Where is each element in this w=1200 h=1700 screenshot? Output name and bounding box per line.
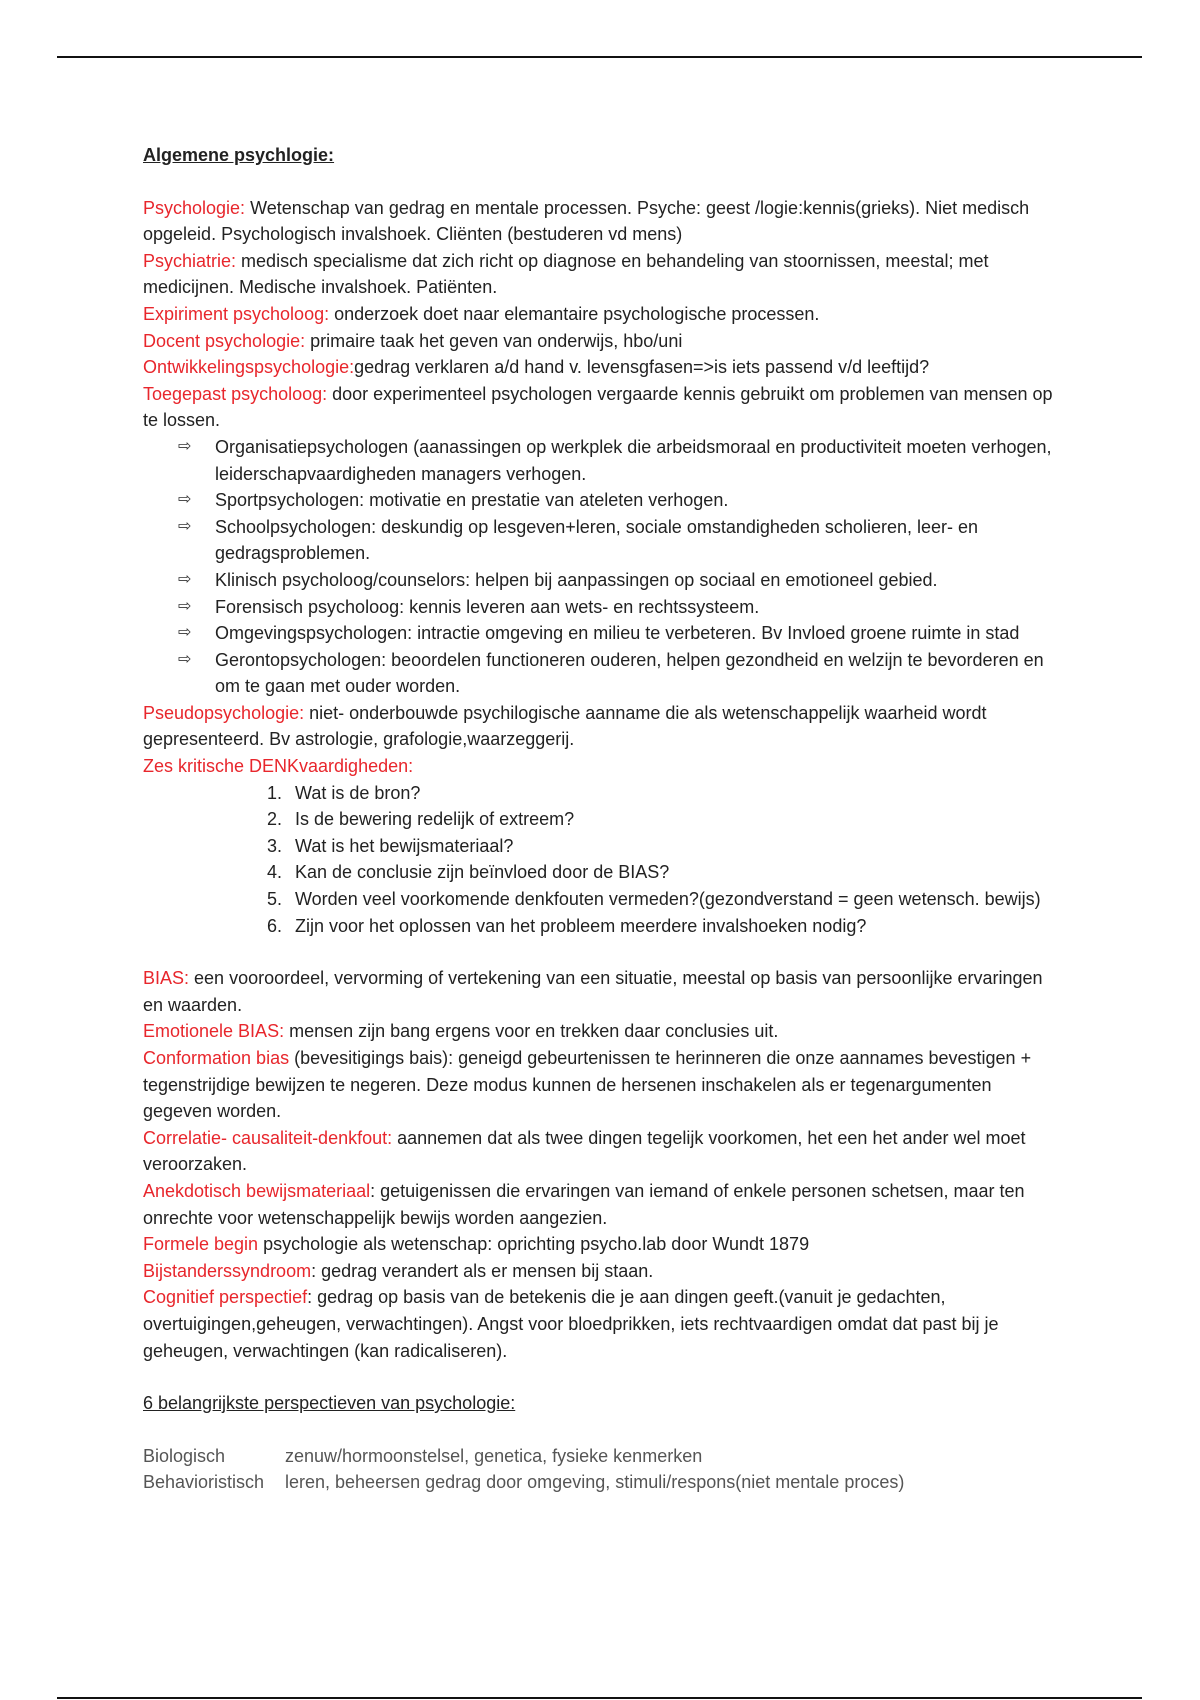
definition-term: Anekdotisch bewijsmateriaal (143, 1180, 371, 1201)
top-rule (57, 56, 1142, 58)
definition-text: door experimenteel psychologen vergaarde kennis gebruikt om problemen van mensen op te lossen. (143, 383, 1053, 431)
definition-text: een vooroordeel, vervorming of vertekening van een situatie, meestal op basis van persoonlijke ervaringen en waarden. (143, 968, 1043, 1015)
definition (143, 195, 1058, 248)
list-item (178, 647, 1058, 700)
arrow-icon: ⇨ (178, 517, 192, 535)
page-title: Algemene psychlogie: (143, 145, 335, 165)
definitions-block-1 (143, 195, 1058, 434)
definition-term: BIAS: (143, 968, 190, 989)
definition (143, 1125, 1058, 1178)
list-item (178, 434, 1058, 487)
perspectives-list (143, 1443, 1058, 1496)
list-item-text: Organisatiepsychologen (aanassingen op werkplek die arbeidsmoraal en productiviteit moeten verhogen, leiderschapvaardigheden managers verhogen. (215, 436, 1052, 484)
definition-text: mensen zijn bang ergens voor en trekken daar conclusies uit. (284, 1021, 779, 1042)
definition-term: Ontwikkelingspsychologie: (143, 357, 355, 378)
list-item-text: Klinisch psycholoog/counselors: helpen bij aanpassingen op sociaal en emotioneel gebied. (215, 569, 938, 590)
definition (143, 1284, 1058, 1364)
definition-text: (bevesitigings bais): geneigd gebeurtenissen te herinneren die onze aannames bevestigen + tegenstrijdige bewijzen te negeren. Deze modus kunnen de hersenen inschakelen als er tegenargumenten gegeven worden. (143, 1048, 1032, 1122)
definition-term: Psychologie: (143, 197, 246, 218)
list-item-text: Omgevingspsychologen: intractie omgeving en milieu te verbeteren. Bv Invloed groene ruimte in stad (215, 623, 1020, 644)
definition-text: onderzoek doet naar elemantaire psychologische processen. (329, 303, 820, 324)
spacer (143, 939, 1058, 965)
definition-term: Docent psychologie: (143, 330, 306, 351)
thinking-skills-list (143, 780, 1058, 940)
definition (143, 965, 1058, 1018)
list-item-text: Schoolpsychologen: deskundig op lesgeven+leren, sociale omstandigheden scholieren, leer- en gedragsproblemen. (215, 516, 979, 564)
list-item: 2. Is de bewering redelijk of extreem? (287, 806, 1058, 833)
perspective-name: Biologisch (143, 1445, 226, 1466)
perspective-desc: leren, beheersen gedrag door omgeving, stimuli/respons(niet mentale proces) (285, 1472, 905, 1493)
definition-term: Conformation bias (143, 1048, 290, 1068)
arrow-icon: ⇨ (178, 437, 192, 455)
list-item-text: Gerontopsychologen: beoordelen functioneren ouderen, helpen gezondheid en welzijn te bevorderen en om te gaan met ouder worden. (215, 649, 1044, 697)
perspective-name: Behavioristisch (143, 1472, 265, 1493)
definition-text: primaire taak het geven van onderwijs, hbo/uni (305, 330, 683, 351)
definitions-block-2 (143, 965, 1058, 1364)
definition (143, 1045, 1058, 1125)
definition-text: psychologie als wetenschap: oprichting psycho.lab door Wundt 1879 (258, 1234, 810, 1255)
definition-term: Correlatie- causaliteit-denkfout: (143, 1127, 393, 1148)
definition-text: gedrag verklaren a/d hand v. levensgfasen=>is iets passend v/d leeftijd? (354, 357, 930, 378)
definition-term: Bijstanderssyndroom (143, 1260, 312, 1281)
list-item (178, 487, 1058, 514)
definition-text: : gedrag op basis van de betekenis die je aan dingen geeft.(vanuit je gedachten, overtuigingen,geheugen, verwachtingen). Angst voor bloedprikken, iets rechtvaardigen omdat dat past bij je geheugen, verwachtingen (kan radicaliseren). (143, 1287, 999, 1361)
arrow-icon: ⇨ (178, 650, 192, 668)
list-item: 3. Wat is het bewijsmateriaal? (287, 833, 1058, 860)
arrow-icon: ⇨ (178, 491, 192, 509)
definition (143, 381, 1058, 434)
definition-text: Wetenschap van gedrag en mentale processen. Psyche: geest /logie:kennis(grieks). Niet medisch opgeleid. Psychologisch invalshoek. Cliënten (bestuderen vd mens) (143, 197, 1030, 245)
definition-text: : gedrag verandert als er mensen bij staan. (311, 1260, 654, 1281)
definition-term: Cognitief perspectief (143, 1287, 308, 1308)
definition (143, 700, 1058, 753)
list-item-text: Forensisch psycholoog: kennis leveren aan wets- en rechtssysteem. (215, 596, 760, 617)
list-item: 1. Wat is de bron? (287, 780, 1058, 807)
definition (143, 1018, 1058, 1045)
list-item (178, 594, 1058, 621)
definition-term: Emotionele BIAS: (143, 1021, 285, 1042)
definition (143, 1258, 1058, 1285)
list-item: 5. Worden veel voorkomende denkfouten vermeden?(gezondverstand = geen wetensch. bewijs) (287, 886, 1058, 913)
definition-term: Toegepast psycholoog: (143, 383, 328, 404)
definition (143, 1178, 1058, 1231)
definition-text: niet- onderbouwde psychilogische aanname die als wetenschappelijk waarheid wordt gepresenteerd. Bv astrologie, grafologie,waarzeggerij. (143, 702, 987, 750)
list-item (178, 514, 1058, 567)
list-item (178, 620, 1058, 647)
list-item (178, 567, 1058, 594)
definition (143, 248, 1058, 301)
definition-term: Expiriment psycholoog: (143, 303, 330, 324)
definition-term: Formele begin (143, 1234, 259, 1255)
definition (143, 1231, 1058, 1258)
definition-term: Psychiatrie: (143, 250, 237, 271)
perspectives-title: 6 belangrijkste perspectieven van psychologie: (143, 1393, 516, 1414)
list-item: 6. Zijn voor het oplossen van het probleem meerdere invalshoeken nodig? (287, 913, 1058, 940)
definition (143, 301, 1058, 328)
applied-psychology-list (143, 434, 1058, 700)
arrow-icon: ⇨ (178, 597, 192, 615)
definition (143, 328, 1058, 355)
perspective-row (143, 1443, 1058, 1470)
denk-title: Zes kritische DENKvaardigheden: (143, 756, 414, 777)
list-item-text: Sportpsychologen: motivatie en prestatie van ateleten verhogen. (215, 490, 729, 511)
definition-text: aannemen dat als twee dingen tegelijk voorkomen, het een het ander wel moet veroorzaken. (143, 1127, 1026, 1175)
arrow-icon: ⇨ (178, 570, 192, 588)
perspective-desc: zenuw/hormoonstelsel, genetica, fysieke kenmerken (285, 1445, 703, 1466)
list-item: 4. Kan de conclusie zijn beïnvloed door de BIAS? (287, 859, 1058, 886)
arrow-icon: ⇨ (178, 624, 192, 642)
perspective-row (143, 1469, 1058, 1496)
definition-text: medisch specialisme dat zich richt op diagnose en behandeling van stoornissen, meestal; met medicijnen. Medische invalshoek. Patiënten. (143, 250, 989, 298)
definition-term: Pseudopsychologie: (143, 702, 305, 723)
definition-text: : getuigenissen die ervaringen van iemand of enkele personen schetsen, maar ten onrechte voor wetenschappelijk bewijs worden aangezien. (143, 1180, 1025, 1228)
document-body (143, 142, 1058, 1496)
definition (143, 354, 1058, 381)
bottom-rule (57, 1697, 1142, 1699)
